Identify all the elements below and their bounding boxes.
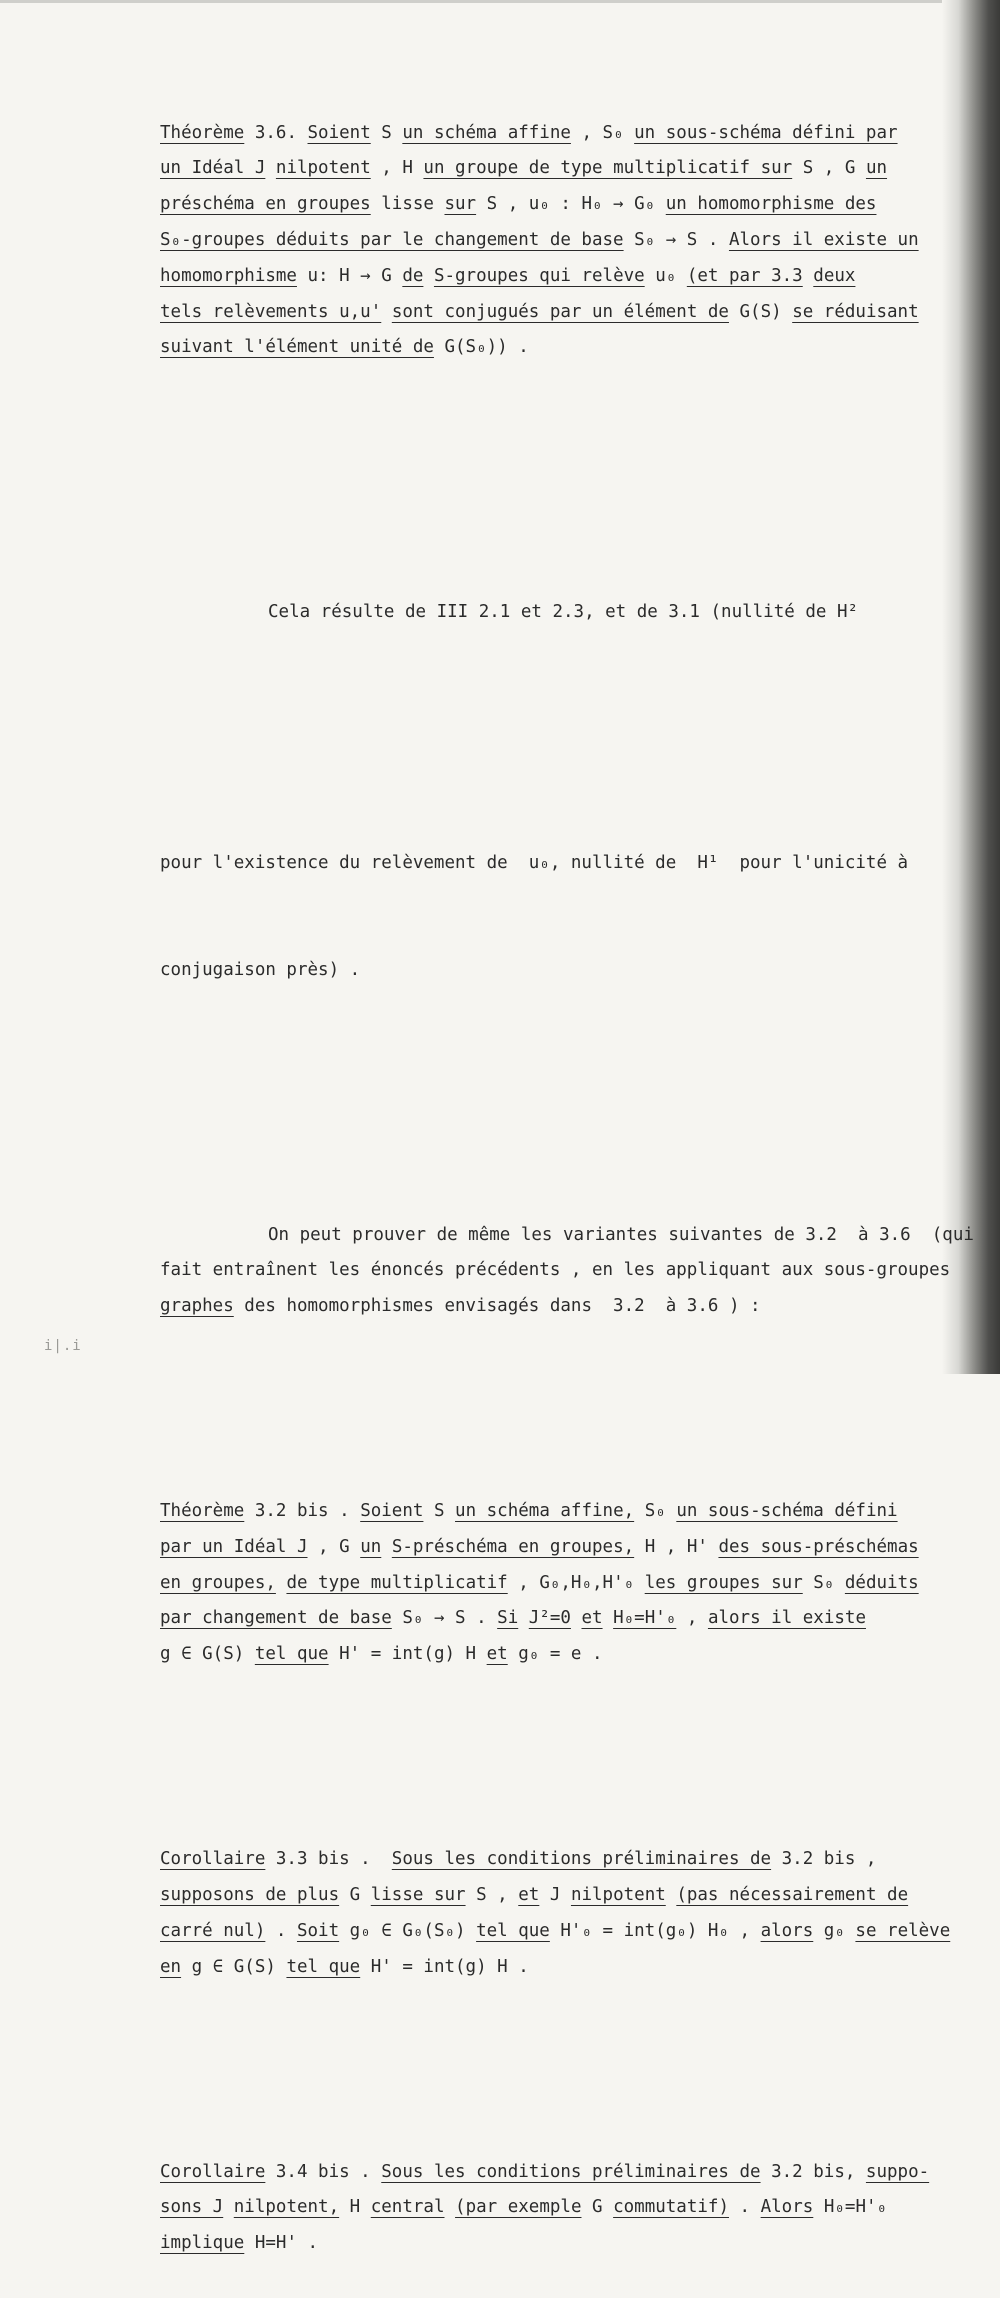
text-run bbox=[423, 266, 434, 286]
underlined-text: Théorème bbox=[160, 1501, 245, 1522]
underlined-text: alors bbox=[760, 1920, 814, 1941]
underlined-text: central bbox=[370, 2197, 445, 2218]
underlined-text: Alors bbox=[760, 2197, 814, 2218]
page-top-rule bbox=[0, 0, 1000, 3]
text-line bbox=[160, 1218, 974, 1254]
text-run: S , G bbox=[792, 158, 866, 179]
underlined-text: Soient bbox=[307, 122, 371, 143]
text-line bbox=[160, 116, 950, 152]
underlined-text: J²=0 bbox=[528, 1608, 571, 1629]
underlined-text: sons J bbox=[160, 2197, 224, 2218]
text-run bbox=[571, 1608, 582, 1628]
underlined-text: Sous les conditions préliminaires de bbox=[381, 2161, 761, 2182]
text-run: S₀ bbox=[802, 1572, 845, 1593]
text-run: . bbox=[265, 1920, 297, 1941]
text-run: S bbox=[370, 122, 403, 143]
text-run: , G₀,H₀,H'₀ bbox=[507, 1572, 645, 1593]
underlined-text: suppo- bbox=[865, 2161, 930, 2182]
underlined-text: se relève bbox=[855, 1920, 951, 1941]
underlined-text: H₀=H'₀ bbox=[613, 1608, 677, 1629]
text-run: S , bbox=[465, 1885, 519, 1906]
text-run bbox=[276, 1573, 287, 1593]
underlined-text: suivant l'élément unité de bbox=[160, 337, 434, 358]
text-line bbox=[160, 1878, 950, 1914]
text-run: H bbox=[339, 2197, 371, 2218]
underlined-text: alors il existe bbox=[707, 1608, 866, 1629]
text-run: S bbox=[423, 1501, 456, 1522]
underlined-text: commutatif) bbox=[613, 2197, 729, 2218]
underlined-text: un Idéal J bbox=[160, 158, 266, 179]
text-run: H₀=H'₀ bbox=[813, 2197, 888, 2218]
underlined-text: (par exemple bbox=[455, 2197, 582, 2218]
text-run: 3.2 bis . bbox=[244, 1501, 361, 1522]
underlined-text: des sous-préschémas bbox=[718, 1536, 919, 1557]
underlined-text: de type multiplicatif bbox=[286, 1572, 508, 1593]
variants-paragraph bbox=[160, 1218, 974, 1325]
underlined-text: tel que bbox=[254, 1644, 329, 1665]
underlined-text: deux bbox=[813, 265, 856, 286]
text-line bbox=[160, 259, 950, 295]
text-line bbox=[160, 1494, 950, 1530]
underlined-text: tels relèvements u,u' bbox=[160, 301, 382, 322]
underlined-text: un sous-schéma défini bbox=[676, 1501, 898, 1522]
underlined-text: S-préschéma en groupes, bbox=[391, 1536, 635, 1557]
text-line bbox=[160, 1637, 950, 1673]
underlined-text: sont conjugués par un élément de bbox=[391, 301, 729, 322]
underlined-text: préschéma en groupes bbox=[160, 194, 371, 215]
underlined-text: (pas nécessairement de bbox=[676, 1885, 909, 1906]
text-run: H'₀ = int(g₀) H₀ , bbox=[549, 1920, 761, 1941]
proof-continuation bbox=[160, 774, 950, 1060]
text-run: g₀ = e . bbox=[507, 1644, 603, 1665]
page-footer-mark: i|.i bbox=[44, 1338, 82, 1354]
text-run: G(S₀)) . bbox=[433, 337, 529, 358]
underlined-text: déduits bbox=[844, 1572, 919, 1593]
text-line bbox=[160, 2190, 950, 2226]
text-run: S₀ → S . bbox=[623, 229, 729, 250]
underlined-text: nilpotent bbox=[570, 1885, 666, 1906]
underlined-text: lisse sur bbox=[370, 1885, 466, 1906]
underlined-text: (et par 3.3 bbox=[686, 265, 803, 286]
text-run bbox=[518, 1608, 529, 1628]
text-run: . bbox=[729, 2197, 761, 2218]
text-run: g ∈ G(S) bbox=[160, 1644, 255, 1665]
underlined-text: Si bbox=[497, 1608, 519, 1629]
underlined-text: Alors il existe un bbox=[728, 229, 919, 250]
text-line bbox=[160, 151, 950, 187]
text-run: , H bbox=[370, 158, 424, 179]
underlined-text: supposons de plus bbox=[160, 1885, 340, 1906]
underlined-text: Corollaire bbox=[160, 1849, 266, 1870]
theorem-3-2-bis bbox=[160, 1494, 950, 1673]
text-run bbox=[603, 1608, 614, 1628]
text-run: u: H → G bbox=[296, 265, 403, 286]
underlined-text: Sous les conditions préliminaires de bbox=[391, 1849, 772, 1870]
text-line bbox=[160, 1289, 950, 1325]
text-run: H' = int(g) H . bbox=[360, 1956, 529, 1977]
underlined-text: Théorème bbox=[160, 122, 245, 143]
underlined-text: un homomorphisme des bbox=[665, 194, 877, 215]
text-run: , bbox=[676, 1608, 708, 1629]
proof-paragraph bbox=[160, 523, 950, 702]
text-run bbox=[666, 1885, 677, 1905]
text-run: G(S) bbox=[728, 301, 793, 322]
underlined-text: tel que bbox=[286, 1956, 361, 1977]
text-line bbox=[160, 2226, 950, 2262]
underlined-text: en groupes, bbox=[160, 1572, 276, 1593]
text-run: S₀ bbox=[634, 1501, 677, 1522]
proof-line: pour l'existence du relèvement de u₀, nullité de H¹ pour l'unicité à bbox=[160, 852, 909, 873]
underlined-text: les groupes sur bbox=[644, 1572, 803, 1593]
underlined-text: Corollaire bbox=[160, 2161, 266, 2182]
text-line bbox=[160, 1253, 950, 1289]
underlined-text: un schéma affine, bbox=[455, 1501, 635, 1522]
text-run: G bbox=[581, 2197, 614, 2218]
underlined-text: S-groupes qui relève bbox=[433, 265, 645, 286]
text-run: On peut prouver de même les variantes suivantes de 3.2 à 3.6 (qui bbox=[268, 1224, 974, 1245]
underlined-text: nilpotent, bbox=[233, 2197, 340, 2218]
text-run: S , u₀ : H₀ → G₀ bbox=[476, 194, 666, 215]
text-run: 3.6. bbox=[244, 122, 308, 143]
theorem-3-6 bbox=[160, 116, 950, 367]
underlined-text: nilpotent bbox=[275, 158, 371, 179]
underlined-text: homomorphisme bbox=[160, 265, 297, 286]
text-run: 3.2 bis , bbox=[771, 1849, 877, 1870]
underlined-text: un sous-schéma défini par bbox=[634, 122, 898, 143]
text-run: J bbox=[539, 1885, 571, 1906]
underlined-text: un schéma affine bbox=[402, 122, 571, 143]
underlined-text: S₀-groupes déduits par le changement de base bbox=[160, 229, 624, 250]
text-line bbox=[160, 187, 950, 223]
text-run bbox=[445, 2197, 456, 2217]
text-run: 3.2 bis, bbox=[760, 2161, 866, 2182]
underlined-text: par un Idéal J bbox=[160, 1536, 308, 1557]
underlined-text: en bbox=[160, 1956, 182, 1977]
text-line bbox=[160, 1842, 950, 1878]
underlined-text: un bbox=[865, 158, 888, 179]
underlined-text: un bbox=[360, 1536, 382, 1557]
underlined-text: de bbox=[402, 265, 424, 286]
underlined-text: carré nul) bbox=[160, 1920, 266, 1941]
scan-page-edge-shadow bbox=[942, 0, 1000, 1374]
text-line bbox=[160, 2155, 950, 2191]
text-run bbox=[803, 266, 814, 286]
text-run: lisse bbox=[370, 194, 445, 215]
text-run: g₀ ∈ G₀(S₀) bbox=[339, 1920, 477, 1941]
document-body bbox=[160, 44, 974, 2298]
underlined-text: se réduisant bbox=[792, 301, 919, 322]
text-line bbox=[160, 330, 950, 366]
text-run: des homomorphismes envisagés dans 3.2 à 3.6 ) : bbox=[233, 1296, 761, 1317]
underlined-text: Soit bbox=[296, 1920, 340, 1941]
corollary-3-4-bis bbox=[160, 2155, 950, 2262]
underlined-text: un groupe de type multiplicatif sur bbox=[423, 158, 793, 179]
text-line bbox=[160, 1530, 950, 1566]
text-run bbox=[223, 2197, 234, 2217]
text-line bbox=[160, 1950, 950, 1986]
text-line bbox=[160, 223, 950, 259]
text-run: H' = int(g) H bbox=[328, 1644, 487, 1665]
proof-line: conjugaison près) . bbox=[160, 959, 361, 980]
underlined-text: Soient bbox=[360, 1501, 424, 1522]
corollary-3-3-bis bbox=[160, 1842, 950, 1985]
proof-line: Cela résulte de III 2.1 et 2.3, et de 3.1 (nullité de H² bbox=[268, 601, 859, 622]
text-run: fait entraînent les énoncés précédents , en les appliquant aux sous-groupes bbox=[160, 1260, 951, 1281]
text-run: H , H' bbox=[634, 1536, 719, 1557]
text-run: 3.3 bis . bbox=[265, 1849, 392, 1870]
text-run bbox=[381, 1537, 392, 1557]
underlined-text: et bbox=[518, 1885, 540, 1906]
text-run bbox=[381, 302, 392, 322]
text-run: u₀ bbox=[644, 265, 687, 286]
text-line bbox=[160, 1566, 950, 1602]
text-run: S₀ → S . bbox=[391, 1608, 498, 1629]
underlined-text: implique bbox=[160, 2233, 245, 2254]
text-run: , G bbox=[307, 1536, 361, 1557]
text-run: H=H' . bbox=[244, 2233, 319, 2254]
underlined-text: graphes bbox=[160, 1296, 234, 1317]
text-line bbox=[160, 1601, 950, 1637]
underlined-text: et bbox=[486, 1644, 508, 1665]
underlined-text: et bbox=[581, 1608, 603, 1629]
text-run: g ∈ G(S) bbox=[181, 1956, 287, 1977]
text-run: , S₀ bbox=[570, 122, 635, 143]
text-run: g₀ bbox=[813, 1920, 856, 1941]
text-run bbox=[265, 158, 276, 178]
text-run: 3.4 bis . bbox=[265, 2161, 382, 2182]
underlined-text: tel que bbox=[476, 1920, 550, 1941]
underlined-text: sur bbox=[444, 194, 477, 215]
underlined-text: par changement de base bbox=[160, 1608, 392, 1629]
text-run: G bbox=[339, 1885, 371, 1906]
text-line bbox=[160, 1914, 950, 1950]
text-line bbox=[160, 295, 950, 331]
